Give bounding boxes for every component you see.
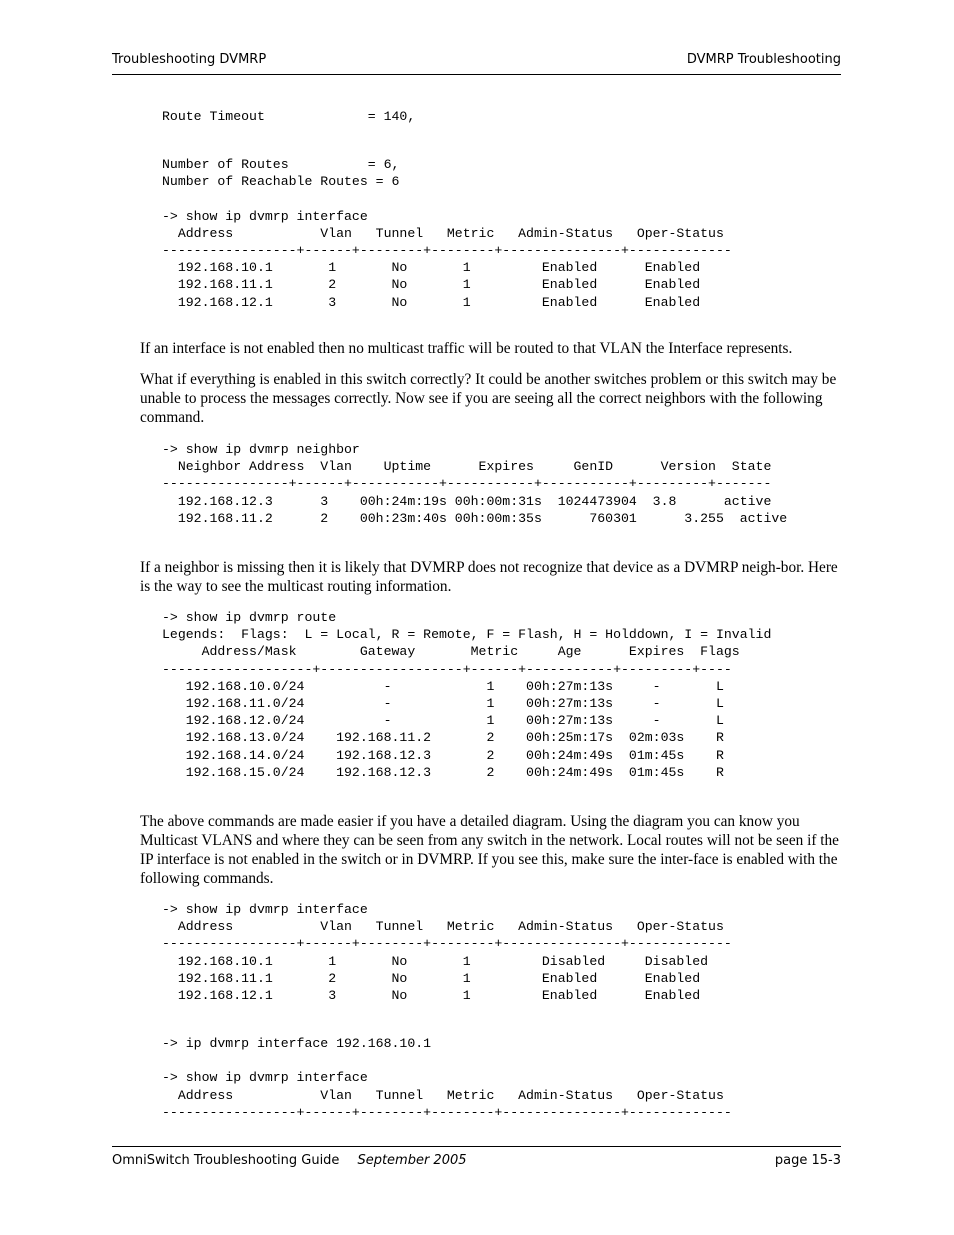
header-section-title: Troubleshooting DVMRP [112,52,267,67]
paragraph-detailed-diagram: The above commands are made easier if you have a detailed diagram. Using the diagram you can know you Multicast VLANS and where they can be seen from any switch in the network. Local routes will not be seen if the IP interface is not enabled in the switch or in DVMRP. If you see this, make sure the inter-face is enabled with the following commands. [140,813,839,887]
page-footer [112,1146,841,1168]
page-header [112,50,841,75]
header-chapter-title: DVMRP Troubleshooting [686,52,841,67]
code-block-interface-status: Number of Routes = 6, Number of Reachable Routes = 6 -> show ip dvmrp interface Address Vlan Tunnel Metric Admin-Status Oper-Status -----------------+------+--------+--------+---------------+------------- 192.168.10.1 1 No 1 Enabled Enabled 192.168.11.1 2 No 1 Enabled Enabled 192.168.12.1 3 No 1 Enabled Enabled [162,157,732,310]
paragraph-neighbor-missing: If a neighbor is missing then it is likely that DVMRP does not recognize that device as a DVMRP neigh-bor. Here is the way to see the multicast routing information. [140,559,838,595]
code-block-enable-interface: -> ip dvmrp interface 192.168.10.1 -> show ip dvmrp interface Address Vlan Tunnel Metric Admin-Status Oper-Status -----------------+------+--------+--------+---------------+------------- [162,1036,732,1120]
code-block-route: -> show ip dvmrp route Legends: Flags: L = Local, R = Remote, F = Flash, H = Holddown, I = Invalid Address/Mask Gateway Metric Age Expires Flags -------------------+------------------+------+-----------+---------+---- 192.168.10.0/24 - 1 00h:27m:13s - L 192.168.11.0/24 - 1 00h:27m:13s - L 192.168.12.0/24 - 1 00h:27m:13s - L 192.168.13.0/24 192.168.11.2 2 00h:25m:17s 02m:03s R 192.168.14.0/24 192.168.12.3 2 00h:24m:49s 01m:45s R 192.168.15.0/24 192.168.12.3 2 00h:24m:49s 01m:45s R [162,610,772,780]
paragraph-everything-enabled: What if everything is enabled in this switch correctly? It could be another switches problem or this switch may be unable to process the messages correctly. Now see if you are seeing all the correct neighbors with the following command. [140,371,837,426]
footer-date: September 2005 [357,1153,467,1168]
footer-guide-title: OmniSwitch Troubleshooting Guide [112,1153,340,1168]
code-block-neighbor: -> show ip dvmrp neighbor Neighbor Address Vlan Uptime Expires GenID Version State ----------------+------+-----------+-----------+-----------+---------+------- 192.168.12.3 3 00h:24m:19s 00h:00m:31s 1024473904 3.8 active 192.168.11.2 2 00h:23m:40s 00h:00m:35s 760301 3.255 active [162,442,788,526]
code-block-interface-disabled: -> show ip dvmrp interface Address Vlan Tunnel Metric Admin-Status Oper-Status -----------------+------+--------+--------+---------------+------------- 192.168.10.1 1 No 1 Disabled Disabled 192.168.11.1 2 No 1 Enabled Enabled 192.168.12.1 3 No 1 Enabled Enabled [162,902,732,1004]
footer-page-number: page 15-3 [774,1153,841,1168]
code-block-route-timeout: Route Timeout = 140, [162,109,416,124]
paragraph-interface-not-enabled: If an interface is not enabled then no multicast traffic will be routed to that VLAN the Interface represents. [140,340,793,357]
